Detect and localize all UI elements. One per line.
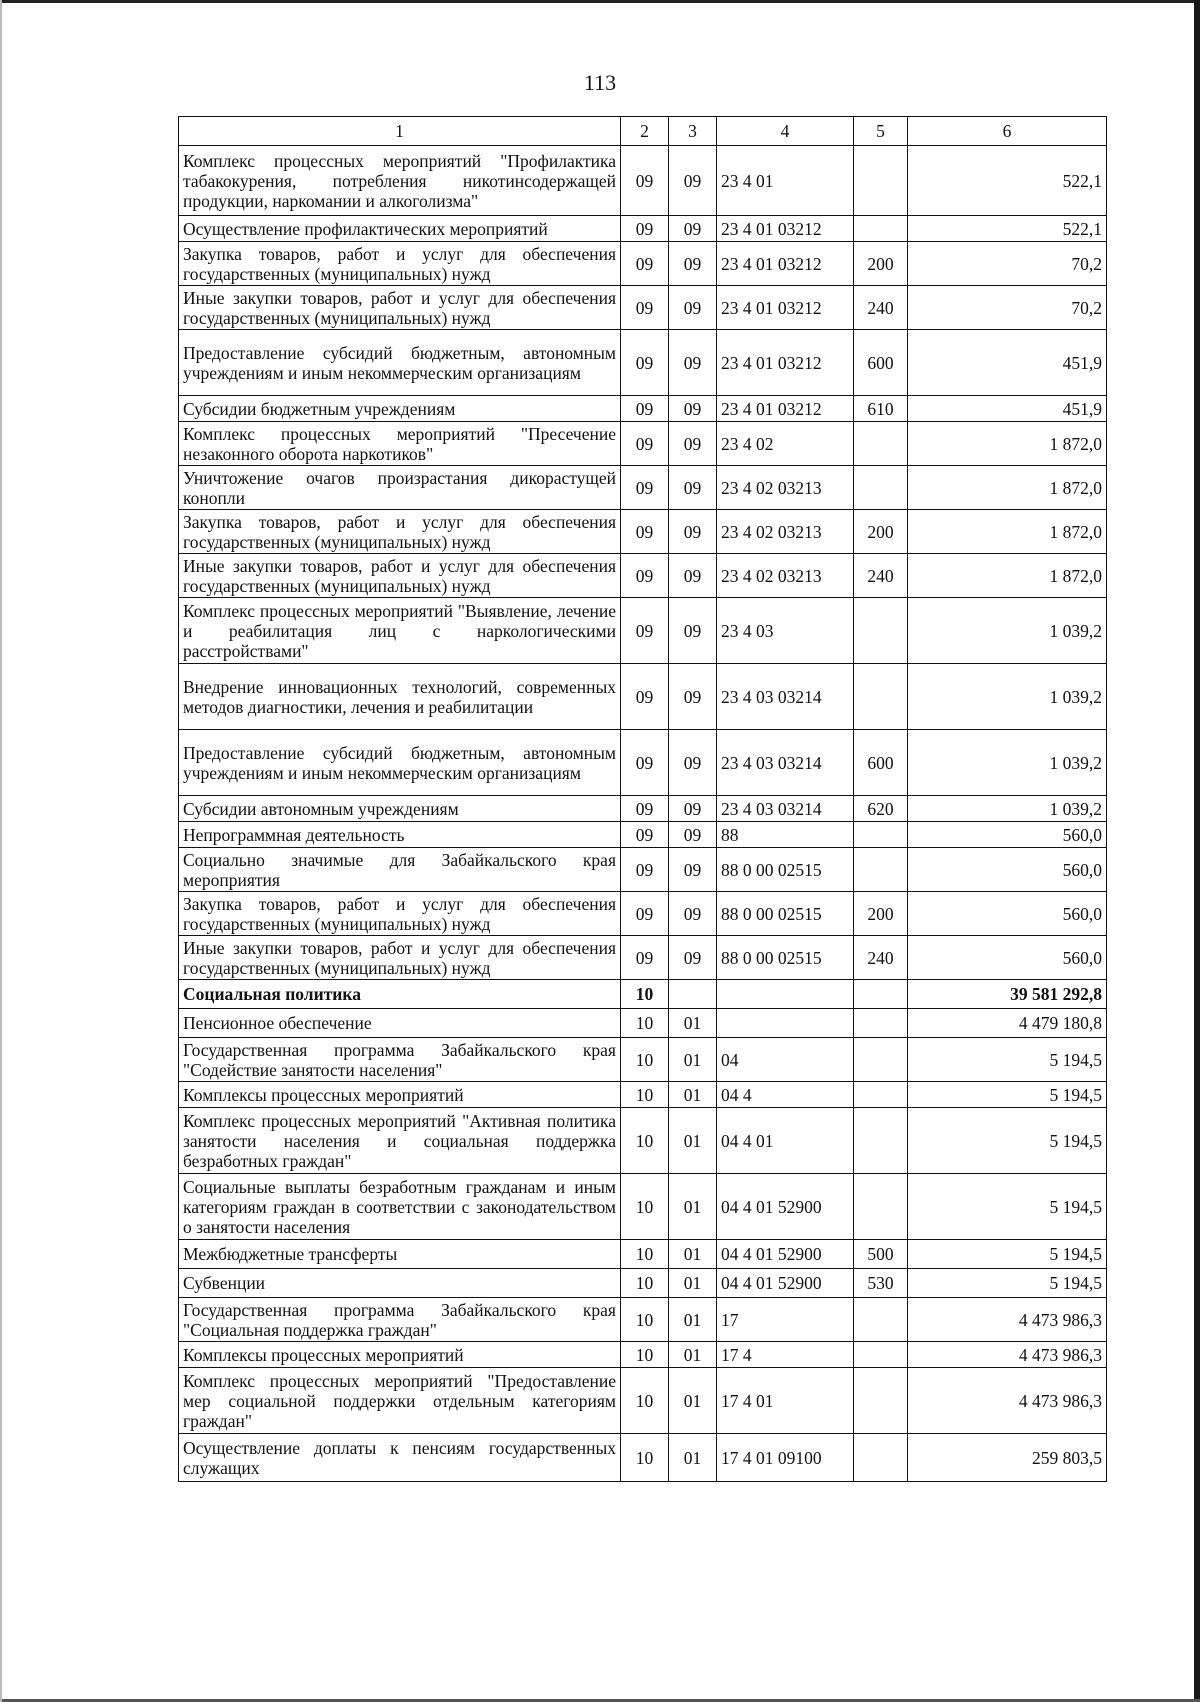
table-row bbox=[179, 330, 1107, 396]
column-header: 5 bbox=[854, 117, 908, 146]
row-subsection: 09 bbox=[669, 466, 717, 510]
row-name: Осуществление профилактических мероприятий bbox=[179, 216, 621, 242]
row-name: Комплекс процессных мероприятий "Предоставление мер социальной поддержки отдельным категориям граждан" bbox=[179, 1368, 621, 1434]
row-name: Внедрение инновационных технологий, современных методов диагностики, лечения и реабилитации bbox=[179, 664, 621, 730]
row-target-code: 23 4 03 03214 bbox=[717, 664, 854, 730]
row-name: Комплекс процессных мероприятий "Выявление, лечение и реабилитация лиц с наркологическими расстройствами" bbox=[179, 598, 621, 664]
row-section: 10 bbox=[621, 1298, 669, 1342]
row-section: 09 bbox=[621, 554, 669, 598]
row-amount: 522,1 bbox=[908, 216, 1107, 242]
row-section: 10 bbox=[621, 1368, 669, 1434]
row-expense-type bbox=[854, 1108, 908, 1174]
table-row bbox=[179, 892, 1107, 936]
row-name: Непрограммная деятельность bbox=[179, 822, 621, 848]
row-subsection: 09 bbox=[669, 822, 717, 848]
row-amount: 70,2 bbox=[908, 286, 1107, 330]
row-expense-type bbox=[854, 146, 908, 216]
column-header: 1 bbox=[179, 117, 621, 146]
row-target-code: 23 4 02 03213 bbox=[717, 554, 854, 598]
row-amount: 1 039,2 bbox=[908, 730, 1107, 796]
row-amount: 1 039,2 bbox=[908, 664, 1107, 730]
row-subsection: 09 bbox=[669, 242, 717, 286]
row-name: Субсидии автономным учреждениям bbox=[179, 796, 621, 822]
row-target-code bbox=[717, 1009, 854, 1038]
scan-border-top bbox=[0, 0, 1200, 3]
column-header: 4 bbox=[717, 117, 854, 146]
row-subsection: 01 bbox=[669, 1174, 717, 1240]
row-subsection: 09 bbox=[669, 422, 717, 466]
row-subsection: 09 bbox=[669, 796, 717, 822]
row-subsection: 01 bbox=[669, 1108, 717, 1174]
row-name: Социальные выплаты безработным гражданам и иным категориям граждан в соответствии с законодательством о занятости населения bbox=[179, 1174, 621, 1240]
row-target-code: 04 4 01 bbox=[717, 1108, 854, 1174]
row-amount: 1 039,2 bbox=[908, 796, 1107, 822]
row-target-code: 17 4 01 bbox=[717, 1368, 854, 1434]
row-target-code: 17 4 bbox=[717, 1342, 854, 1368]
row-amount: 560,0 bbox=[908, 822, 1107, 848]
table-row bbox=[179, 1269, 1107, 1298]
scan-border-left bbox=[0, 0, 2, 1702]
row-subsection: 01 bbox=[669, 1368, 717, 1434]
table-row bbox=[179, 216, 1107, 242]
row-amount: 1 872,0 bbox=[908, 554, 1107, 598]
row-expense-type bbox=[854, 1298, 908, 1342]
row-expense-type bbox=[854, 1009, 908, 1038]
row-expense-type: 500 bbox=[854, 1240, 908, 1269]
row-target-code: 23 4 01 03212 bbox=[717, 242, 854, 286]
row-expense-type: 200 bbox=[854, 242, 908, 286]
row-section: 09 bbox=[621, 848, 669, 892]
table-row bbox=[179, 242, 1107, 286]
table-row bbox=[179, 1082, 1107, 1108]
table-row bbox=[179, 822, 1107, 848]
row-name: Предоставление субсидий бюджетным, автономным учреждениям и иным некоммерческим организациям bbox=[179, 330, 621, 396]
row-name: Осуществление доплаты к пенсиям государственных служащих bbox=[179, 1434, 621, 1482]
row-section: 10 bbox=[621, 1240, 669, 1269]
row-amount: 1 872,0 bbox=[908, 422, 1107, 466]
row-target-code: 23 4 01 03212 bbox=[717, 216, 854, 242]
row-section: 09 bbox=[621, 936, 669, 980]
row-subsection: 09 bbox=[669, 598, 717, 664]
table-row bbox=[179, 936, 1107, 980]
table-row bbox=[179, 396, 1107, 422]
row-subsection: 01 bbox=[669, 1009, 717, 1038]
scan-border-right bbox=[1194, 0, 1200, 1702]
row-expense-type bbox=[854, 466, 908, 510]
row-subsection: 09 bbox=[669, 730, 717, 796]
table-row bbox=[179, 1342, 1107, 1368]
row-target-code: 23 4 01 03212 bbox=[717, 330, 854, 396]
row-target-code: 23 4 03 03214 bbox=[717, 796, 854, 822]
row-name: Субсидии бюджетным учреждениям bbox=[179, 396, 621, 422]
table-row bbox=[179, 1009, 1107, 1038]
row-name: Социально значимые для Забайкальского края мероприятия bbox=[179, 848, 621, 892]
row-amount: 1 039,2 bbox=[908, 598, 1107, 664]
row-section: 09 bbox=[621, 466, 669, 510]
row-subsection: 09 bbox=[669, 892, 717, 936]
row-amount: 259 803,5 bbox=[908, 1434, 1107, 1482]
column-header: 2 bbox=[621, 117, 669, 146]
table-row bbox=[179, 422, 1107, 466]
row-name: Субвенции bbox=[179, 1269, 621, 1298]
row-expense-type bbox=[854, 664, 908, 730]
row-section: 10 bbox=[621, 1174, 669, 1240]
row-name: Иные закупки товаров, работ и услуг для обеспечения государственных (муниципальных) нужд bbox=[179, 286, 621, 330]
row-section: 09 bbox=[621, 510, 669, 554]
row-subsection: 01 bbox=[669, 1269, 717, 1298]
row-section: 10 bbox=[621, 1038, 669, 1082]
table-row bbox=[179, 848, 1107, 892]
row-name: Закупка товаров, работ и услуг для обеспечения государственных (муниципальных) нужд bbox=[179, 510, 621, 554]
row-target-code: 23 4 03 bbox=[717, 598, 854, 664]
row-subsection: 01 bbox=[669, 1082, 717, 1108]
row-subsection: 09 bbox=[669, 330, 717, 396]
table-row bbox=[179, 980, 1107, 1009]
row-target-code: 23 4 02 bbox=[717, 422, 854, 466]
row-amount: 4 479 180,8 bbox=[908, 1009, 1107, 1038]
row-name: Комплекс процессных мероприятий "Активная политика занятости населения и социальная поддержка безработных граждан" bbox=[179, 1108, 621, 1174]
row-subsection: 09 bbox=[669, 554, 717, 598]
row-expense-type bbox=[854, 1174, 908, 1240]
row-target-code: 23 4 01 03212 bbox=[717, 396, 854, 422]
row-target-code: 04 4 01 52900 bbox=[717, 1269, 854, 1298]
row-expense-type bbox=[854, 1038, 908, 1082]
row-expense-type: 600 bbox=[854, 730, 908, 796]
row-name: Пенсионное обеспечение bbox=[179, 1009, 621, 1038]
row-amount: 560,0 bbox=[908, 892, 1107, 936]
row-name: Комплекс процессных мероприятий "Пресечение незаконного оборота наркотиков" bbox=[179, 422, 621, 466]
row-section: 10 bbox=[621, 980, 669, 1009]
row-expense-type: 200 bbox=[854, 892, 908, 936]
table-row bbox=[179, 1174, 1107, 1240]
row-expense-type bbox=[854, 848, 908, 892]
table-row bbox=[179, 286, 1107, 330]
row-section: 09 bbox=[621, 242, 669, 286]
row-expense-type: 620 bbox=[854, 796, 908, 822]
row-amount: 5 194,5 bbox=[908, 1269, 1107, 1298]
table-header-row bbox=[179, 117, 1107, 146]
row-target-code: 88 0 00 02515 bbox=[717, 848, 854, 892]
row-amount: 39 581 292,8 bbox=[908, 980, 1107, 1009]
table-row bbox=[179, 796, 1107, 822]
column-header: 3 bbox=[669, 117, 717, 146]
row-section: 09 bbox=[621, 146, 669, 216]
row-amount: 1 872,0 bbox=[908, 466, 1107, 510]
row-name: Социальная политика bbox=[179, 980, 621, 1009]
row-amount: 4 473 986,3 bbox=[908, 1298, 1107, 1342]
row-subsection: 09 bbox=[669, 396, 717, 422]
row-subsection: 01 bbox=[669, 1434, 717, 1482]
row-section: 10 bbox=[621, 1434, 669, 1482]
row-name: Комплекс процессных мероприятий "Профилактика табакокурения, потребления никотинсодержащей продукции, наркомании и алкоголизма" bbox=[179, 146, 621, 216]
row-section: 09 bbox=[621, 396, 669, 422]
row-target-code bbox=[717, 980, 854, 1009]
row-amount: 5 194,5 bbox=[908, 1108, 1107, 1174]
row-target-code: 17 4 01 09100 bbox=[717, 1434, 854, 1482]
row-amount: 4 473 986,3 bbox=[908, 1368, 1107, 1434]
table-row bbox=[179, 730, 1107, 796]
row-target-code: 23 4 01 03212 bbox=[717, 286, 854, 330]
row-section: 09 bbox=[621, 664, 669, 730]
row-target-code: 88 0 00 02515 bbox=[717, 892, 854, 936]
row-amount: 560,0 bbox=[908, 936, 1107, 980]
row-section: 09 bbox=[621, 892, 669, 936]
row-section: 10 bbox=[621, 1009, 669, 1038]
row-amount: 5 194,5 bbox=[908, 1174, 1107, 1240]
row-expense-type bbox=[854, 980, 908, 1009]
row-name: Закупка товаров, работ и услуг для обеспечения государственных (муниципальных) нужд bbox=[179, 242, 621, 286]
row-name: Закупка товаров, работ и услуг для обеспечения государственных (муниципальных) нужд bbox=[179, 892, 621, 936]
row-expense-type bbox=[854, 422, 908, 466]
table-row bbox=[179, 146, 1107, 216]
row-subsection: 09 bbox=[669, 510, 717, 554]
row-name: Межбюджетные трансферты bbox=[179, 1240, 621, 1269]
row-subsection: 09 bbox=[669, 936, 717, 980]
row-amount: 5 194,5 bbox=[908, 1240, 1107, 1269]
row-target-code: 04 4 01 52900 bbox=[717, 1174, 854, 1240]
row-amount: 451,9 bbox=[908, 396, 1107, 422]
row-amount: 560,0 bbox=[908, 848, 1107, 892]
row-target-code: 88 bbox=[717, 822, 854, 848]
row-expense-type: 600 bbox=[854, 330, 908, 396]
row-name: Иные закупки товаров, работ и услуг для обеспечения государственных (муниципальных) нужд bbox=[179, 936, 621, 980]
row-expense-type bbox=[854, 822, 908, 848]
row-subsection: 01 bbox=[669, 1298, 717, 1342]
row-name: Комплексы процессных мероприятий bbox=[179, 1082, 621, 1108]
row-section: 10 bbox=[621, 1108, 669, 1174]
row-section: 09 bbox=[621, 330, 669, 396]
table-row bbox=[179, 554, 1107, 598]
row-section: 09 bbox=[621, 422, 669, 466]
row-target-code: 23 4 03 03214 bbox=[717, 730, 854, 796]
row-expense-type: 200 bbox=[854, 510, 908, 554]
row-section: 09 bbox=[621, 286, 669, 330]
row-subsection bbox=[669, 980, 717, 1009]
row-subsection: 01 bbox=[669, 1240, 717, 1269]
row-subsection: 09 bbox=[669, 216, 717, 242]
row-target-code: 23 4 02 03213 bbox=[717, 510, 854, 554]
table-row bbox=[179, 1038, 1107, 1082]
row-target-code: 04 bbox=[717, 1038, 854, 1082]
row-section: 09 bbox=[621, 796, 669, 822]
row-name: Государственная программа Забайкальского края "Содействие занятости населения" bbox=[179, 1038, 621, 1082]
row-section: 10 bbox=[621, 1269, 669, 1298]
row-amount: 1 872,0 bbox=[908, 510, 1107, 554]
row-section: 09 bbox=[621, 598, 669, 664]
row-expense-type: 530 bbox=[854, 1269, 908, 1298]
table-row bbox=[179, 1240, 1107, 1269]
row-target-code: 04 4 bbox=[717, 1082, 854, 1108]
row-expense-type: 240 bbox=[854, 936, 908, 980]
row-subsection: 01 bbox=[669, 1342, 717, 1368]
row-amount: 5 194,5 bbox=[908, 1082, 1107, 1108]
row-subsection: 09 bbox=[669, 146, 717, 216]
row-section: 09 bbox=[621, 730, 669, 796]
row-amount: 4 473 986,3 bbox=[908, 1342, 1107, 1368]
row-expense-type: 610 bbox=[854, 396, 908, 422]
table-row bbox=[179, 598, 1107, 664]
row-target-code: 23 4 02 03213 bbox=[717, 466, 854, 510]
row-amount: 451,9 bbox=[908, 330, 1107, 396]
row-expense-type bbox=[854, 1342, 908, 1368]
row-expense-type: 240 bbox=[854, 554, 908, 598]
table-row bbox=[179, 1368, 1107, 1434]
row-name: Иные закупки товаров, работ и услуг для обеспечения государственных (муниципальных) нужд bbox=[179, 554, 621, 598]
table-row bbox=[179, 1298, 1107, 1342]
row-target-code: 23 4 01 bbox=[717, 146, 854, 216]
row-section: 09 bbox=[621, 822, 669, 848]
row-amount: 522,1 bbox=[908, 146, 1107, 216]
row-target-code: 88 0 00 02515 bbox=[717, 936, 854, 980]
table-row bbox=[179, 510, 1107, 554]
row-amount: 70,2 bbox=[908, 242, 1107, 286]
budget-table bbox=[178, 116, 1107, 1482]
row-subsection: 09 bbox=[669, 286, 717, 330]
row-name: Уничтожение очагов произрастания дикорастущей конопли bbox=[179, 466, 621, 510]
row-name: Предоставление субсидий бюджетным, автономным учреждениям и иным некоммерческим организациям bbox=[179, 730, 621, 796]
row-amount: 5 194,5 bbox=[908, 1038, 1107, 1082]
row-subsection: 09 bbox=[669, 664, 717, 730]
row-subsection: 01 bbox=[669, 1038, 717, 1082]
row-name: Комплексы процессных мероприятий bbox=[179, 1342, 621, 1368]
table-row bbox=[179, 664, 1107, 730]
row-name: Государственная программа Забайкальского края "Социальная поддержка граждан" bbox=[179, 1298, 621, 1342]
row-expense-type bbox=[854, 1082, 908, 1108]
row-section: 09 bbox=[621, 216, 669, 242]
row-expense-type bbox=[854, 216, 908, 242]
table-row bbox=[179, 466, 1107, 510]
row-target-code: 04 4 01 52900 bbox=[717, 1240, 854, 1269]
row-expense-type bbox=[854, 598, 908, 664]
column-header: 6 bbox=[908, 117, 1107, 146]
row-expense-type: 240 bbox=[854, 286, 908, 330]
row-expense-type bbox=[854, 1368, 908, 1434]
row-expense-type bbox=[854, 1434, 908, 1482]
row-section: 10 bbox=[621, 1082, 669, 1108]
row-target-code: 17 bbox=[717, 1298, 854, 1342]
table-row bbox=[179, 1108, 1107, 1174]
page-number: 113 bbox=[583, 70, 617, 95]
table-row bbox=[179, 1434, 1107, 1482]
row-section: 10 bbox=[621, 1342, 669, 1368]
row-subsection: 09 bbox=[669, 848, 717, 892]
